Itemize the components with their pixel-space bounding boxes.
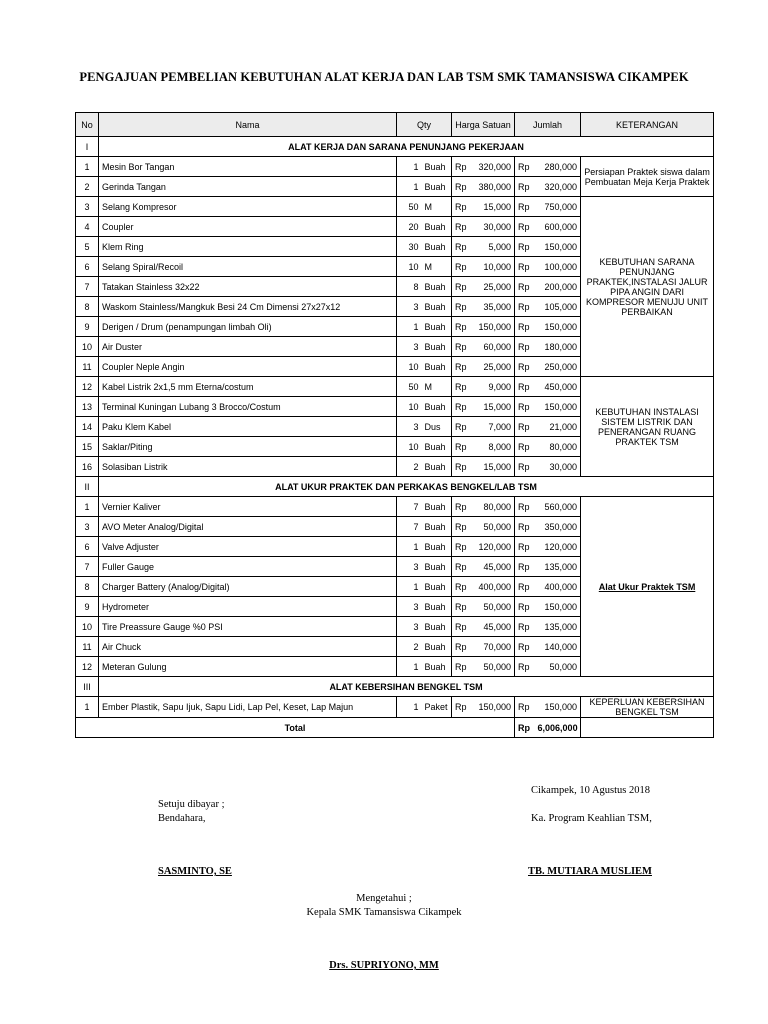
- item-unit: M: [422, 257, 452, 277]
- item-amount: 560,000: [535, 497, 581, 517]
- item-qty: 3: [397, 417, 422, 437]
- item-unit-price: 10,000: [472, 257, 515, 277]
- item-number: 12: [76, 657, 99, 677]
- price-currency: Rp: [452, 397, 472, 417]
- total-currency: Rp: [515, 537, 535, 557]
- price-currency: Rp: [452, 637, 472, 657]
- item-name: Derigen / Drum (penampungan limbah Oli): [99, 317, 397, 337]
- procurement-table: [75, 112, 714, 738]
- item-amount: 320,000: [535, 177, 581, 197]
- item-unit: Dus: [422, 417, 452, 437]
- section-label: ALAT KERJA DAN SARANA PENUNJANG PEKERJAAN: [99, 137, 714, 157]
- item-name: Klem Ring: [99, 237, 397, 257]
- item-number: 4: [76, 217, 99, 237]
- item-unit: Buah: [422, 537, 452, 557]
- table-row: [76, 697, 714, 718]
- item-unit: Buah: [422, 517, 452, 537]
- item-amount: 200,000: [535, 277, 581, 297]
- item-qty: 3: [397, 597, 422, 617]
- remarks-text: KEPERLUAN KEBERSIHAN BENGKEL TSM: [589, 697, 705, 717]
- item-amount: 750,000: [535, 197, 581, 217]
- total-value: 6,006,000: [535, 718, 581, 738]
- col-header-harga: Harga Satuan: [452, 113, 515, 137]
- item-name: Meteran Gulung: [99, 657, 397, 677]
- price-currency: Rp: [452, 177, 472, 197]
- item-amount: 120,000: [535, 537, 581, 557]
- item-unit-price: 80,000: [472, 497, 515, 517]
- item-unit-price: 15,000: [472, 197, 515, 217]
- price-currency: Rp: [452, 357, 472, 377]
- acknowledged-label: Mengetahui ;: [356, 893, 412, 904]
- price-currency: Rp: [452, 377, 472, 397]
- item-remarks: [581, 197, 714, 377]
- item-remarks: [581, 157, 714, 197]
- item-qty: 1: [397, 177, 422, 197]
- item-unit: Buah: [422, 397, 452, 417]
- col-header-qty: Qty: [397, 113, 452, 137]
- price-currency: Rp: [452, 217, 472, 237]
- item-qty: 20: [397, 217, 422, 237]
- item-qty: 1: [397, 697, 422, 718]
- item-unit-price: 60,000: [472, 337, 515, 357]
- section-number: I: [76, 137, 99, 157]
- item-name: Terminal Kuningan Lubang 3 Brocco/Costum: [99, 397, 397, 417]
- item-unit-price: 70,000: [472, 637, 515, 657]
- table-row: [76, 197, 714, 217]
- item-name: Paku Klem Kabel: [99, 417, 397, 437]
- total-currency: Rp: [515, 417, 535, 437]
- item-unit: Buah: [422, 557, 452, 577]
- item-amount: 150,000: [535, 237, 581, 257]
- item-name: Coupler: [99, 217, 397, 237]
- price-currency: Rp: [452, 437, 472, 457]
- item-unit-price: 25,000: [472, 277, 515, 297]
- col-header-jumlah: Jumlah: [515, 113, 581, 137]
- price-currency: Rp: [452, 497, 472, 517]
- item-qty: 3: [397, 557, 422, 577]
- item-number: 6: [76, 537, 99, 557]
- price-currency: Rp: [452, 197, 472, 217]
- item-unit: Buah: [422, 437, 452, 457]
- price-currency: Rp: [452, 337, 472, 357]
- item-name: Vernier Kaliver: [99, 497, 397, 517]
- item-unit-price: 400,000: [472, 577, 515, 597]
- item-unit: Buah: [422, 337, 452, 357]
- item-amount: 150,000: [535, 597, 581, 617]
- item-unit-price: 15,000: [472, 397, 515, 417]
- section-number: III: [76, 677, 99, 697]
- item-name: Tatakan Stainless 32x22: [99, 277, 397, 297]
- item-unit: Buah: [422, 357, 452, 377]
- item-unit: Buah: [422, 157, 452, 177]
- item-number: 14: [76, 417, 99, 437]
- item-name: Selang Kompresor: [99, 197, 397, 217]
- item-qty: 1: [397, 157, 422, 177]
- price-currency: Rp: [452, 657, 472, 677]
- item-number: 15: [76, 437, 99, 457]
- price-currency: Rp: [452, 297, 472, 317]
- treasurer-role: Bendahara,: [158, 813, 206, 824]
- item-amount: 350,000: [535, 517, 581, 537]
- total-row: [76, 718, 714, 738]
- item-unit-price: 15,000: [472, 457, 515, 477]
- item-qty: 50: [397, 197, 422, 217]
- item-amount: 150,000: [535, 697, 581, 718]
- item-qty: 2: [397, 637, 422, 657]
- price-currency: Rp: [452, 237, 472, 257]
- total-currency: Rp: [515, 177, 535, 197]
- total-currency: Rp: [515, 317, 535, 337]
- item-qty: 3: [397, 617, 422, 637]
- item-name: Kabel Listrik 2x1,5 mm Eterna/costum: [99, 377, 397, 397]
- item-amount: 150,000: [535, 397, 581, 417]
- total-currency: Rp: [515, 157, 535, 177]
- remarks-text: KEBUTUHAN SARANA PENUNJANG PRAKTEK,INSTALASI JALUR PIPA ANGIN DARI KOMPRESOR MENUJU UNIT PERBAIKAN: [586, 256, 709, 317]
- item-amount: 105,000: [535, 297, 581, 317]
- price-currency: Rp: [452, 417, 472, 437]
- item-amount: 250,000: [535, 357, 581, 377]
- item-number: 1: [76, 157, 99, 177]
- total-currency: Rp: [515, 617, 535, 637]
- approval-label: Setuju dibayar ;: [158, 799, 225, 810]
- item-number: 1: [76, 697, 99, 718]
- total-currency: Rp: [515, 277, 535, 297]
- total-currency: Rp: [515, 657, 535, 677]
- item-unit: M: [422, 197, 452, 217]
- total-currency: Rp: [515, 297, 535, 317]
- item-qty: 7: [397, 497, 422, 517]
- price-currency: Rp: [452, 257, 472, 277]
- item-name: Coupler Neple Angin: [99, 357, 397, 377]
- total-currency: Rp: [515, 377, 535, 397]
- item-amount: 280,000: [535, 157, 581, 177]
- place-date: Cikampek, 10 Agustus 2018: [531, 785, 651, 796]
- col-header-no: No: [76, 113, 99, 137]
- item-name: Mesin Bor Tangan: [99, 157, 397, 177]
- item-unit-price: 8,000: [472, 437, 515, 457]
- item-remarks: [581, 697, 714, 718]
- total-currency: Rp: [515, 337, 535, 357]
- item-unit-price: 320,000: [472, 157, 515, 177]
- total-currency: Rp: [515, 497, 535, 517]
- item-unit-price: 45,000: [472, 617, 515, 637]
- item-qty: 50: [397, 377, 422, 397]
- item-unit: Buah: [422, 577, 452, 597]
- item-unit-price: 25,000: [472, 357, 515, 377]
- item-name: Gerinda Tangan: [99, 177, 397, 197]
- item-name: Fuller Gauge: [99, 557, 397, 577]
- item-number: 5: [76, 237, 99, 257]
- price-currency: Rp: [452, 157, 472, 177]
- item-unit: Buah: [422, 457, 452, 477]
- item-number: 16: [76, 457, 99, 477]
- total-currency: Rp: [515, 457, 535, 477]
- table-header-row: [76, 113, 714, 137]
- item-unit-price: 30,000: [472, 217, 515, 237]
- item-number: 10: [76, 337, 99, 357]
- item-qty: 1: [397, 317, 422, 337]
- item-unit: Buah: [422, 317, 452, 337]
- item-qty: 10: [397, 357, 422, 377]
- item-number: 10: [76, 617, 99, 637]
- total-label: Total: [76, 718, 515, 738]
- item-number: 2: [76, 177, 99, 197]
- item-name: Ember Plastik, Sapu Ijuk, Sapu Lidi, Lap Pel, Keset, Lap Majun: [99, 697, 397, 718]
- col-header-nama: Nama: [99, 113, 397, 137]
- item-amount: 80,000: [535, 437, 581, 457]
- total-currency: Rp: [515, 237, 535, 257]
- document-title: PENGAJUAN PEMBELIAN KEBUTUHAN ALAT KERJA DAN LAB TSM SMK TAMANSISWA CIKAMPEK: [79, 70, 689, 84]
- item-amount: 135,000: [535, 557, 581, 577]
- item-name: Solasiban Listrik: [99, 457, 397, 477]
- table-row: [76, 157, 714, 177]
- item-remarks: [581, 377, 714, 477]
- item-number: 6: [76, 257, 99, 277]
- section-number: II: [76, 477, 99, 497]
- item-qty: 10: [397, 257, 422, 277]
- item-unit: Buah: [422, 297, 452, 317]
- total-currency: Rp: [515, 257, 535, 277]
- total-row-currency: Rp: [515, 718, 535, 738]
- item-unit-price: 380,000: [472, 177, 515, 197]
- item-amount: 600,000: [535, 217, 581, 237]
- item-qty: 3: [397, 337, 422, 357]
- item-unit: Buah: [422, 637, 452, 657]
- item-qty: 1: [397, 657, 422, 677]
- section-row: [76, 677, 714, 697]
- total-currency: Rp: [515, 557, 535, 577]
- item-unit: Buah: [422, 497, 452, 517]
- price-currency: Rp: [452, 697, 472, 718]
- total-currency: Rp: [515, 217, 535, 237]
- price-currency: Rp: [452, 597, 472, 617]
- signature-principal: Drs. SUPRIYONO, MM: [329, 960, 439, 971]
- item-unit-price: 7,000: [472, 417, 515, 437]
- item-unit: Buah: [422, 237, 452, 257]
- total-currency: Rp: [515, 397, 535, 417]
- item-name: Hydrometer: [99, 597, 397, 617]
- total-currency: Rp: [515, 437, 535, 457]
- item-unit-price: 5,000: [472, 237, 515, 257]
- item-amount: 135,000: [535, 617, 581, 637]
- item-name: Saklar/Piting: [99, 437, 397, 457]
- remarks-text: Alat Ukur Praktek TSM: [598, 581, 696, 592]
- item-number: 11: [76, 357, 99, 377]
- price-currency: Rp: [452, 457, 472, 477]
- item-name: Tire Preassure Gauge %0 PSI: [99, 617, 397, 637]
- item-name: Valve Adjuster: [99, 537, 397, 557]
- item-unit-price: 50,000: [472, 517, 515, 537]
- item-unit: Paket: [422, 697, 452, 718]
- item-name: Charger Battery (Analog/Digital): [99, 577, 397, 597]
- item-unit: Buah: [422, 657, 452, 677]
- total-currency: Rp: [515, 637, 535, 657]
- section-row: [76, 137, 714, 157]
- table-row: [76, 377, 714, 397]
- item-amount: 180,000: [535, 337, 581, 357]
- item-unit: Buah: [422, 617, 452, 637]
- item-qty: 1: [397, 537, 422, 557]
- item-remarks: [581, 497, 714, 677]
- item-unit: Buah: [422, 277, 452, 297]
- item-number: 12: [76, 377, 99, 397]
- section-row: [76, 477, 714, 497]
- item-qty: 10: [397, 397, 422, 417]
- section-label: ALAT UKUR PRAKTEK DAN PERKAKAS BENGKEL/LAB TSM: [99, 477, 714, 497]
- signature-program-head: TB. MUTIARA MUSLIEM: [528, 866, 652, 877]
- item-number: 3: [76, 197, 99, 217]
- price-currency: Rp: [452, 557, 472, 577]
- price-currency: Rp: [452, 617, 472, 637]
- item-name: Air Duster: [99, 337, 397, 357]
- item-number: 3: [76, 517, 99, 537]
- section-label: ALAT KEBERSIHAN BENGKEL TSM: [99, 677, 714, 697]
- item-unit: Buah: [422, 597, 452, 617]
- total-currency: Rp: [515, 357, 535, 377]
- item-unit: Buah: [422, 177, 452, 197]
- price-currency: Rp: [452, 317, 472, 337]
- item-unit-price: 150,000: [472, 317, 515, 337]
- signature-treasurer: SASMINTO, SE: [158, 866, 232, 877]
- table-row: [76, 497, 714, 517]
- item-name: Selang Spiral/Recoil: [99, 257, 397, 277]
- remarks-text: KEBUTUHAN INSTALASI SISTEM LISTRIK DAN PENERANGAN RUANG PRAKTEK TSM: [595, 406, 699, 447]
- remarks-text: Persiapan Praktek siswa dalam Pembuatan Meja Kerja Praktek: [584, 166, 710, 187]
- item-amount: 150,000: [535, 317, 581, 337]
- item-number: 13: [76, 397, 99, 417]
- item-qty: 7: [397, 517, 422, 537]
- total-currency: Rp: [515, 197, 535, 217]
- item-unit-price: 9,000: [472, 377, 515, 397]
- program-head-role: Ka. Program Keahlian TSM,: [531, 813, 652, 824]
- item-name: AVO Meter Analog/Digital: [99, 517, 397, 537]
- item-unit-price: 50,000: [472, 657, 515, 677]
- price-currency: Rp: [452, 277, 472, 297]
- principal-role: Kepala SMK Tamansiswa Cikampek: [306, 907, 462, 918]
- item-unit-price: 150,000: [472, 697, 515, 718]
- item-qty: 2: [397, 457, 422, 477]
- item-amount: 21,000: [535, 417, 581, 437]
- item-number: 9: [76, 317, 99, 337]
- item-unit-price: 35,000: [472, 297, 515, 317]
- item-number: 8: [76, 297, 99, 317]
- total-currency: Rp: [515, 697, 535, 718]
- item-unit-price: 120,000: [472, 537, 515, 557]
- price-currency: Rp: [452, 577, 472, 597]
- item-name: Waskom Stainless/Mangkuk Besi 24 Cm Dimensi 27x27x12: [99, 297, 397, 317]
- total-currency: Rp: [515, 597, 535, 617]
- item-amount: 140,000: [535, 637, 581, 657]
- item-qty: 10: [397, 437, 422, 457]
- item-qty: 8: [397, 277, 422, 297]
- item-unit-price: 45,000: [472, 557, 515, 577]
- item-amount: 100,000: [535, 257, 581, 277]
- item-unit-price: 50,000: [472, 597, 515, 617]
- item-unit: Buah: [422, 217, 452, 237]
- item-number: 1: [76, 497, 99, 517]
- item-number: 11: [76, 637, 99, 657]
- item-name: Air Chuck: [99, 637, 397, 657]
- total-currency: Rp: [515, 577, 535, 597]
- item-number: 9: [76, 597, 99, 617]
- item-number: 8: [76, 577, 99, 597]
- item-qty: 1: [397, 577, 422, 597]
- item-qty: 3: [397, 297, 422, 317]
- item-amount: 450,000: [535, 377, 581, 397]
- item-amount: 50,000: [535, 657, 581, 677]
- total-currency: Rp: [515, 517, 535, 537]
- total-remarks-empty: [581, 718, 714, 738]
- item-amount: 400,000: [535, 577, 581, 597]
- col-header-keterangan: KETERANGAN: [581, 113, 714, 137]
- price-currency: Rp: [452, 517, 472, 537]
- price-currency: Rp: [452, 537, 472, 557]
- item-unit: M: [422, 377, 452, 397]
- item-qty: 30: [397, 237, 422, 257]
- item-number: 7: [76, 277, 99, 297]
- item-number: 7: [76, 557, 99, 577]
- item-amount: 30,000: [535, 457, 581, 477]
